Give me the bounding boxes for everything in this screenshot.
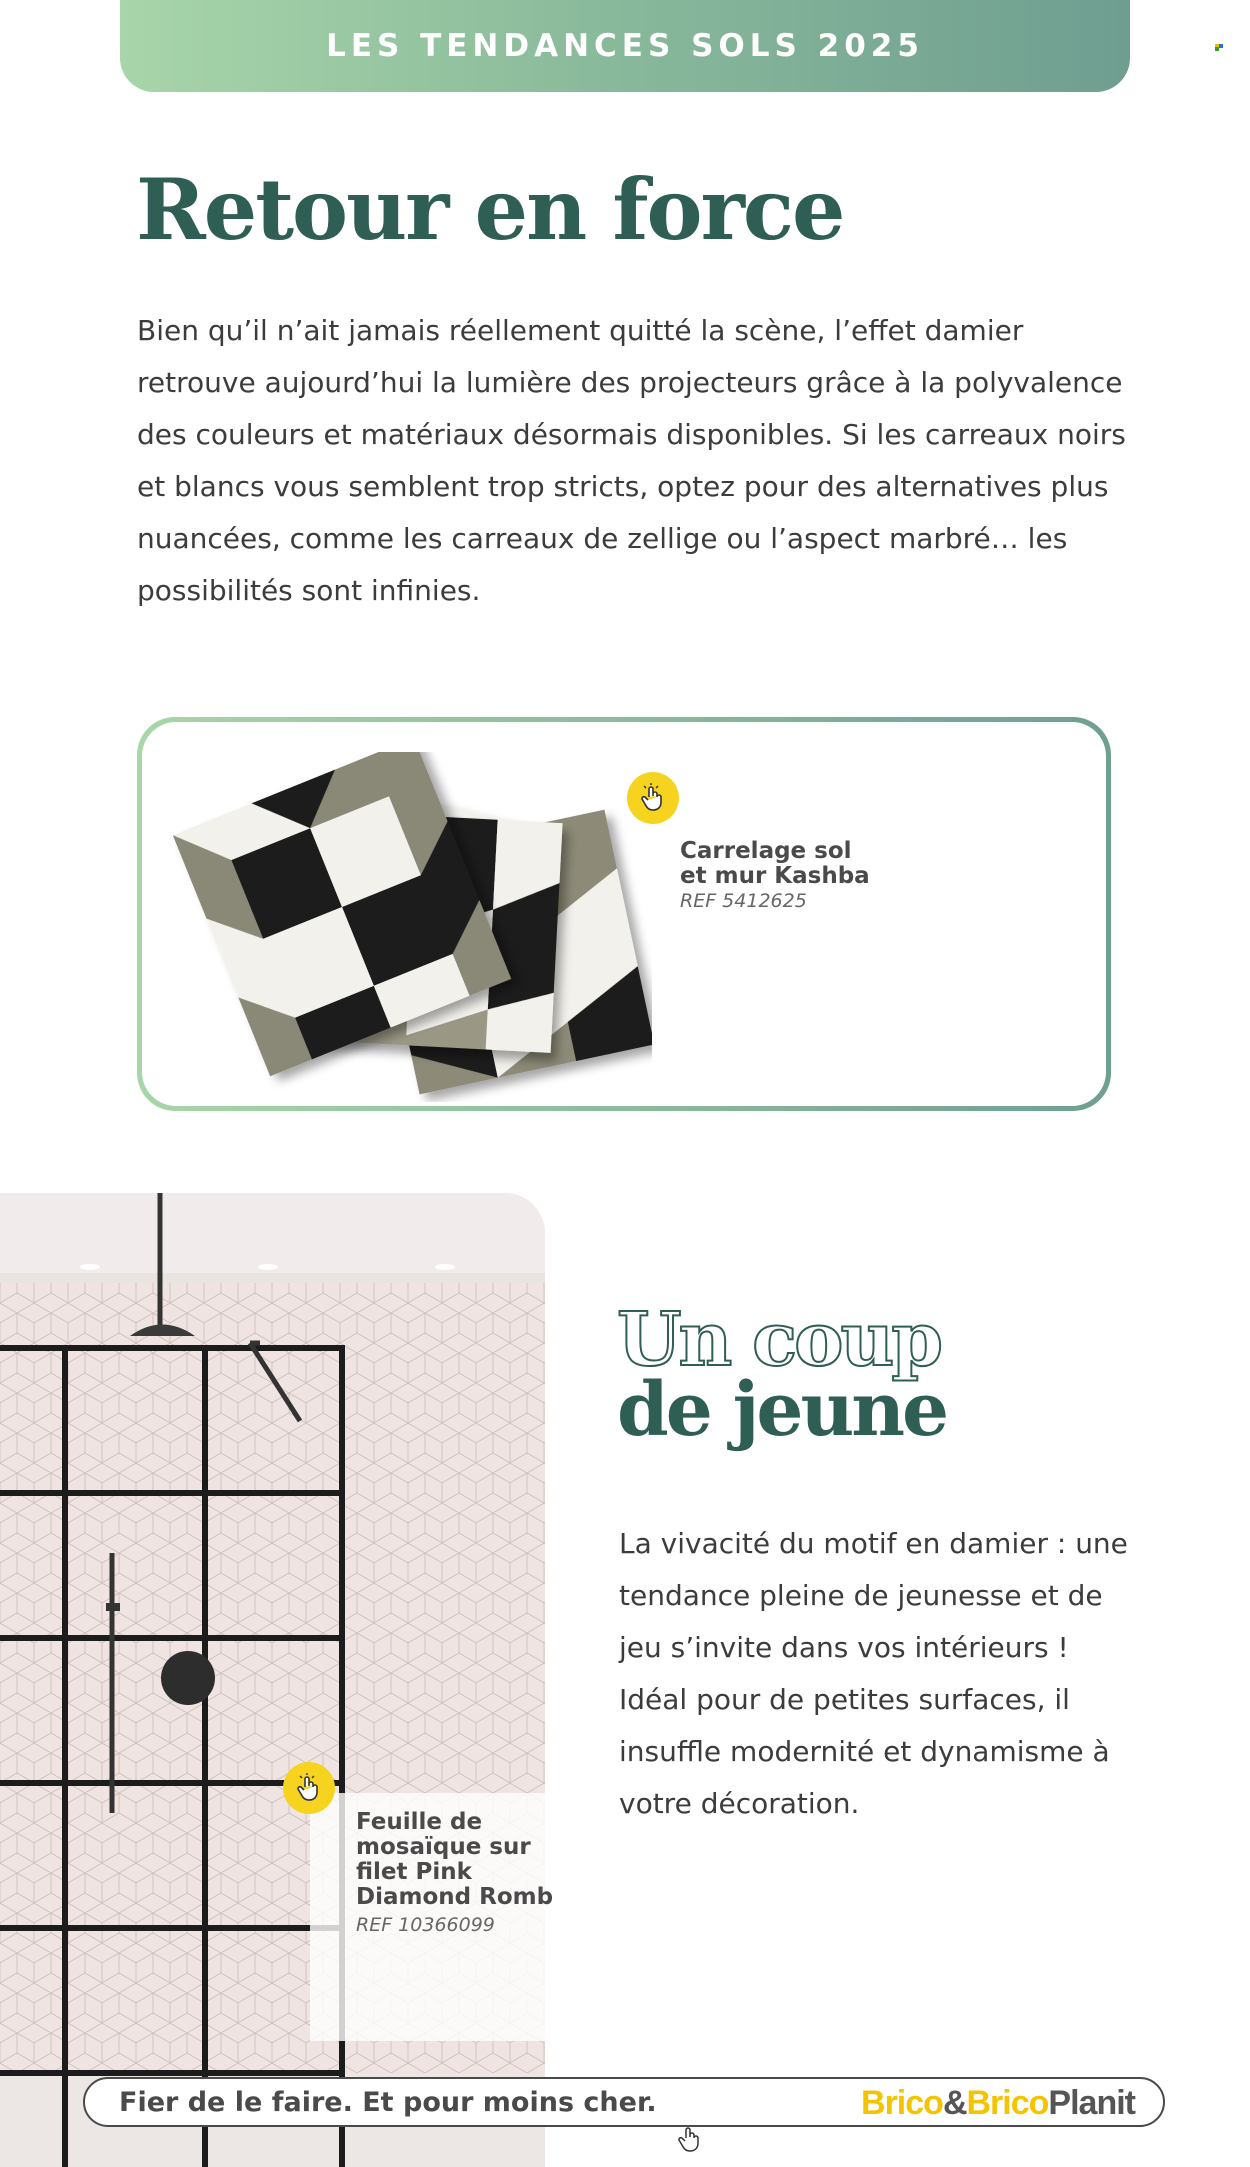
brand-brico-1: Brico [861,2084,943,2122]
footer-bar [83,2077,1165,2127]
mosaic-product-name: Feuille de mosaïque sur filet Pink Diamond Romb [356,1809,554,1910]
kashba-product-ref: REF 5412625 [680,890,807,912]
section-title-un-coup: Un coup [617,1297,941,1383]
mosaic-product-ref: REF 10366099 [356,1914,495,1936]
kashba-hand-badge[interactable] [627,772,679,824]
hand-pointer-icon [294,1773,324,1803]
brand-ampersand: & [942,2084,967,2122]
section-title-de-jeune: de jeune [617,1367,947,1453]
brand-planit: Planit [1048,2084,1135,2122]
section-title-retour-en-force: Retour en force [136,160,844,259]
hand-cursor-icon [675,2124,705,2154]
kashba-product-name: Carrelage sol et mur Kashba [680,838,870,889]
brico-logo[interactable] [861,2084,1135,2123]
intro-paragraph: Bien qu’il n’ait jamais réellement quitté la scène, l’effet damier retrouve aujourd’hui la lumière des projecteurs grâce à la polyvalence des couleurs et matériaux désormais disponibles. Si les carreaux noirs et blancs vous semblent trop stricts, optez pour des alternatives plus nuancées, comme les carreaux de zellige ou l’aspect marbré… les possibilités sont infinies. [137,314,1126,607]
footer-tagline: Fier de le faire. Et pour moins cher. [119,2087,657,2118]
kashba-tiles-image [172,752,652,1102]
section2-paragraph: La vivacité du motif en damier : une tendance pleine de jeunesse et de jeu s’invite dans vos intérieurs ! Idéal pour de petites surfaces, il insuffle modernité et dynamisme à votre décoration. [619,1527,1128,1820]
hand-pointer-icon [638,783,668,813]
corner-logo-icon [1215,44,1225,50]
header-banner [120,0,1130,92]
header-banner-text: LES TENDANCES SOLS 2025 [326,28,924,64]
brand-brico-2: Brico [966,2084,1049,2122]
mosaic-hand-badge[interactable] [283,1762,335,1814]
product-card-kashba[interactable] [137,717,1111,1111]
